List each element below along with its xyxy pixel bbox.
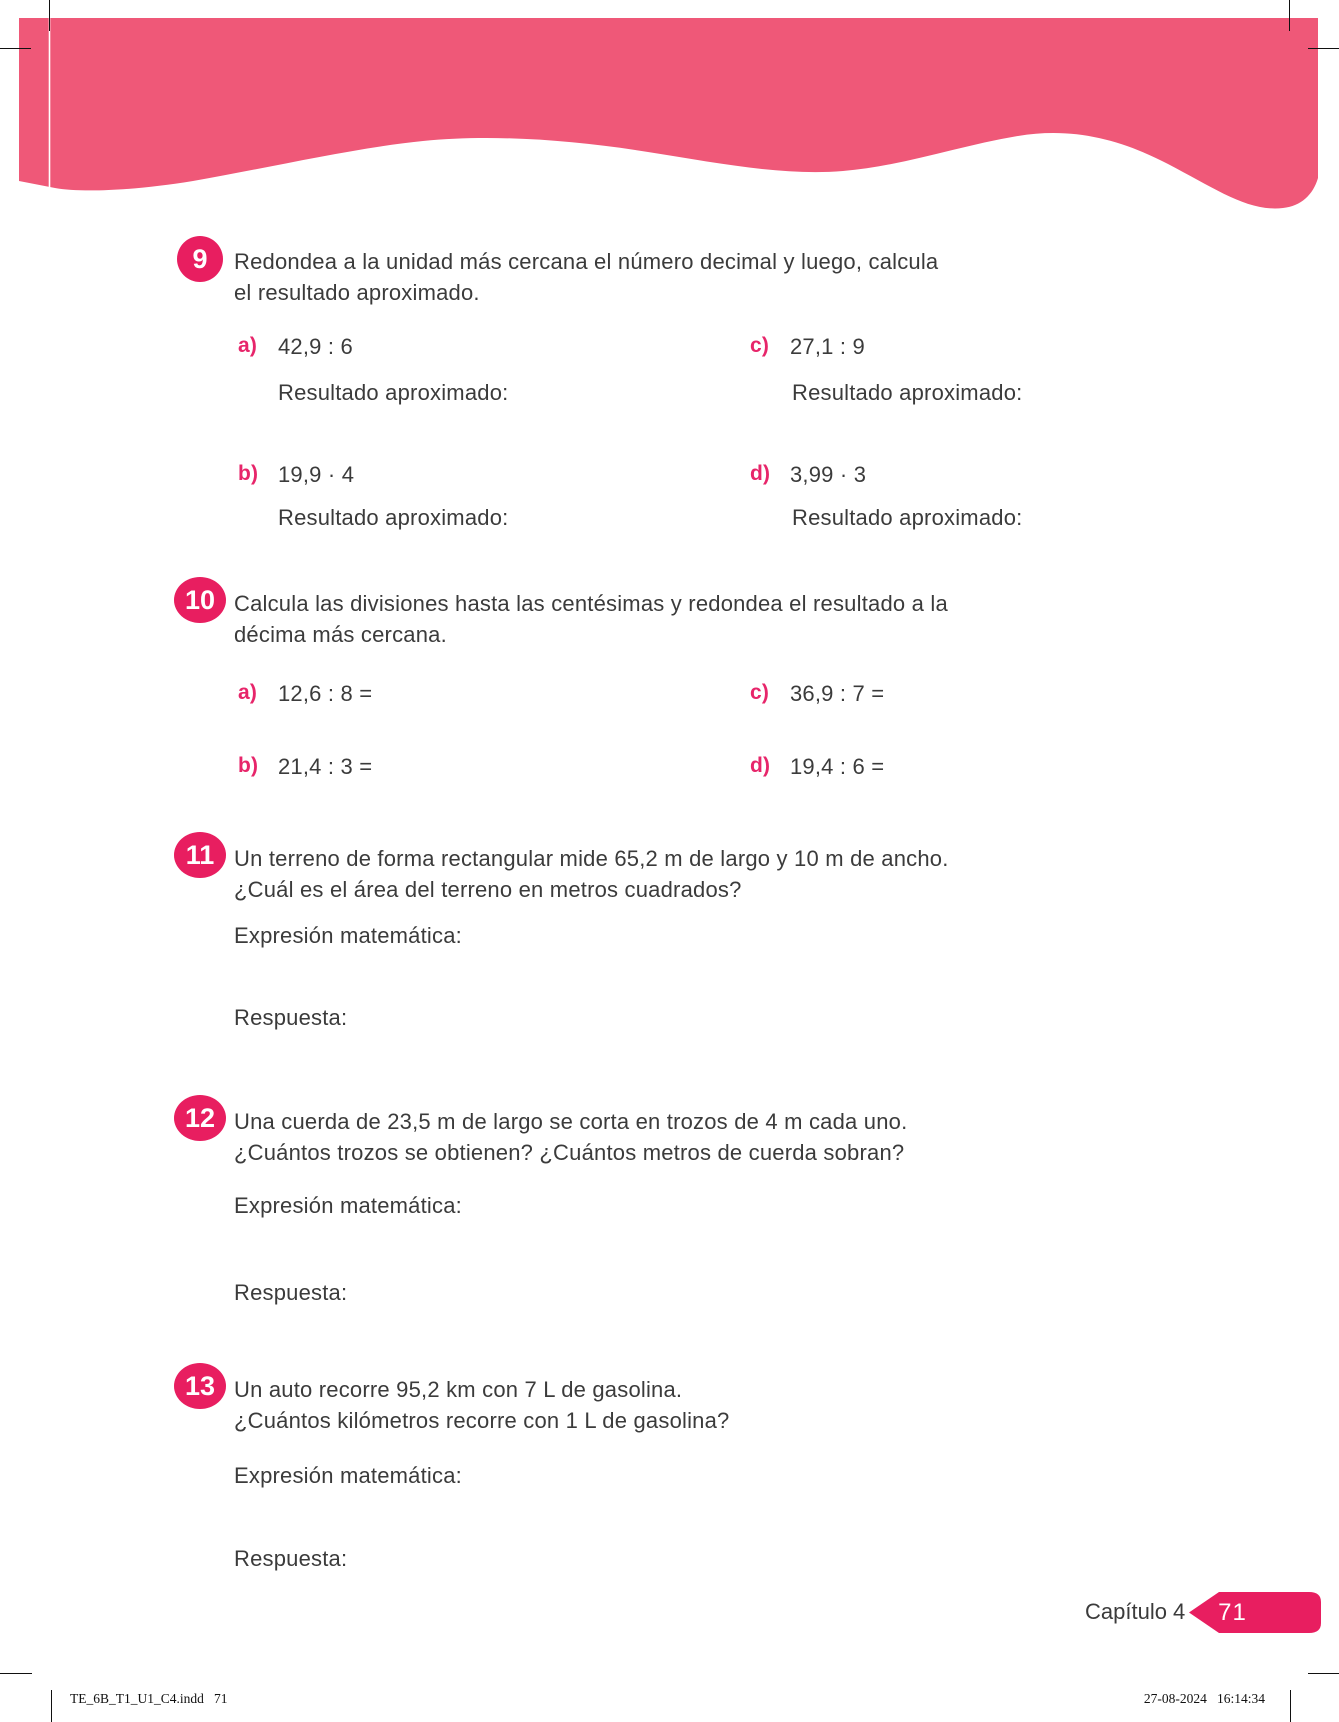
prompt-line: Un auto recorre 95,2 km con 7 L de gasolina. [234,1377,683,1402]
exercise-9-badge [177,236,223,282]
prompt-line: Redondea a la unidad más cercana el número decimal y luego, calcula [234,249,939,274]
expresion-label-11: Expresión matemática: [234,923,462,948]
respuesta-label-13: Respuesta: [234,1546,348,1571]
exercise-number: 13 [184,1370,216,1401]
exercise-10-prompt [234,588,1094,650]
imprint-datetime: 27-08-2024 16:14:34 [1143,1691,1265,1706]
resultado-label: Resultado aproximado: [792,505,1023,530]
crop-mark [0,1673,32,1674]
exercise-number: 10 [184,584,216,615]
crop-mark [1289,0,1290,31]
item-label-c: c) [750,334,770,357]
item-expression-b: 19,9 · 4 [278,462,355,487]
imprint-file: TE_6B_T1_U1_C4.indd 71 [70,1691,228,1706]
item-expression-a: 12,6 : 8 = [278,681,373,706]
prompt-line: Un terreno de forma rectangular mide 65,2 m de largo y 10 m de ancho. [234,846,949,871]
exercise-11-prompt [234,843,1094,905]
item-label-b: b) [238,462,259,485]
resultado-label: Resultado aproximado: [278,505,509,530]
exercise-9-result-row-2 [0,505,1339,533]
item-expression-d: 19,4 : 6 = [790,754,885,779]
chapter-label: Capítulo 4 [1085,1599,1186,1624]
item-expression-d: 3,99 · 3 [790,462,867,487]
prompt-line: Una cuerda de 23,5 m de largo se corta en trozos de 4 m cada uno. [234,1109,908,1134]
crop-mark [0,48,31,49]
crop-mark [1308,1673,1339,1674]
exercise-13-prompt [234,1374,1094,1436]
page-number: 71 [1218,1598,1247,1626]
exercise-number: 12 [184,1102,216,1133]
exercise-10-row-ac [0,681,1339,709]
exercise-9-prompt [234,246,1094,308]
prompt-line: el resultado aproximado. [234,280,480,305]
exercise-12-prompt [234,1106,1094,1168]
crop-mark [1290,1690,1291,1722]
resultado-label: Resultado aproximado: [278,380,509,405]
exercise-9-row-ac [0,334,1339,362]
exercise-11-badge [174,832,226,878]
item-expression-c: 36,9 : 7 = [790,681,885,706]
item-label-a: a) [238,334,258,357]
exercise-9-result-row-1 [0,380,1339,408]
prompt-line: ¿Cuántos kilómetros recorre con 1 L de gasolina? [234,1408,730,1433]
item-label-d: d) [750,462,771,485]
crop-mark [49,0,50,31]
exercise-10-row-bd [0,754,1339,782]
resultado-label: Resultado aproximado: [792,380,1023,405]
respuesta-label-11: Respuesta: [234,1005,348,1030]
item-label-b: b) [238,754,259,777]
expresion-label-13: Expresión matemática: [234,1463,462,1488]
exercise-12-badge [174,1095,226,1141]
item-label-a: a) [238,681,258,704]
prompt-line: ¿Cuántos trozos se obtienen? ¿Cuántos metros de cuerda sobran? [234,1140,905,1165]
item-label-c: c) [750,681,770,704]
exercise-9-row-bd [0,462,1339,490]
prompt-line: décima más cercana. [234,622,447,647]
item-label-d: d) [750,754,771,777]
exercise-13-badge [174,1363,226,1409]
expresion-label-12: Expresión matemática: [234,1193,462,1218]
header-wave [0,0,1339,230]
prompt-line: ¿Cuál es el área del terreno en metros cuadrados? [234,877,742,902]
exercise-number: 11 [185,839,215,870]
crop-mark [51,1690,52,1722]
crop-mark [1308,48,1339,49]
respuesta-label-12: Respuesta: [234,1280,348,1305]
trim-guide-line [49,18,51,189]
item-expression-c: 27,1 : 9 [790,334,865,359]
item-expression-a: 42,9 : 6 [278,334,353,359]
exercise-10-badge [174,577,226,623]
item-expression-b: 21,4 : 3 = [278,754,373,779]
prompt-line: Calcula las divisiones hasta las centésimas y redondea el resultado a la [234,591,948,616]
exercise-number: 9 [192,243,208,274]
